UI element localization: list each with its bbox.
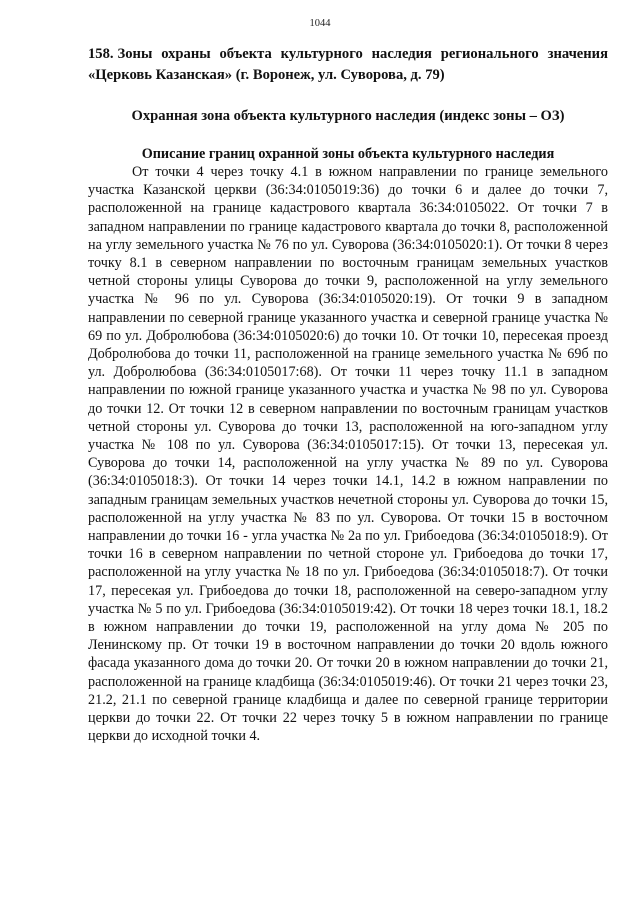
section-heading [88,44,608,86]
protection-zone-title: Охранная зона объекта культурного наследия (индекс зоны – ОЗ) [131,108,565,124]
boundary-description-title: Описание границ охранной зоны объекта культурного наследия [141,146,555,162]
section-title: Зоны охраны объекта культурного наследия регионального значения «Церковь Казанская» (г. Воронеж, ул. Суворова, д. 79) [88,46,608,83]
boundary-description-text: От точки 4 через точку 4.1 в южном направлении по границе земельного участка Казанской церкви (36:34:0105019:36) до точки 6 и далее до точки 7, расположенной на границе кадастрового квартала 36:34:0105022. От точки 7 в западном направлении по границе кадастрового квартала до точки 8, расположенной на углу земельного участка № 76 по ул. Суворова (36:34:0105020:1). От точки 8 через точку 8.1 в северном направлении по восточным границам земельных участков четной стороны улицы Суворова до точки 9, расположенной на углу земельного участка № 96 по ул. Суворова (36:34:0105020:19). От точки 9 в западном направлении по северной границе указанного участка и северной границе участка № 69 по ул. Добролюбова (36:34:0105020:6) до точки 10. От точки 10, пересекая проезд Добролюбова до точки 11, расположенной на границе земельного участка № 69б по ул. Добролюбова (36:34:0105017:68). От точки 11 через точку 11.1 в западном направлении по южной границе указанного участка и участка № 98 по ул. Суворова до точки 12. От точки 12 в северном направлении по восточным границам участков четной стороны ул. Суворова до точки 13, расположенной на юго-западном углу участка № 108 по ул. Суворова (36:34:0105017:15). От точки 13, пересекая ул. Суворова до точки 14, расположенной на углу участка № 89 по ул. Суворова (36:34:0105018:3). От точки 14 через точки 14.1, 14.2 в южном направлении по западным границам земельных участков нечетной стороны ул. Суворова до точки 15, расположенной на углу участка № 83 по ул. Суворова. От точки 15 в восточном направлении до точки 16 - угла участка № 2а по ул. Грибоедова (36:34:0105018:9). От точки 16 в северном направлении по четной стороне ул. Грибоедова до точки 17, расположенной на углу участка № 18 по ул. Грибоедова (36:34:0105018:7). От точки 17, пересекая ул. Грибоедова до точки 18, расположенной на северо-западном углу участка № 5 по ул. Грибоедова (36:34:0105019:42). От точки 18 через точки 18.1, 18.2 в южном направлении до точки 19, расположенной на углу дома № 205 по Ленинскому пр. От точки 19 в восточном направлении до точки 20 вдоль южного фасада указанного дома до точки 20. От точки 20 в южном направлении до точки 21, расположенной на границе кладбища (36:34:0105019:46). От точки 21 через точки 23, 21.2, 21.1 по северной границе кладбища и далее по северной границе территории церкви до точки 22. От точки 22 через точку 5 в южном направлении по границе церкви до исходной точки 4. [88,164,608,745]
section-number: 158. [88,46,114,62]
page-number: 1044 [309,18,331,29]
